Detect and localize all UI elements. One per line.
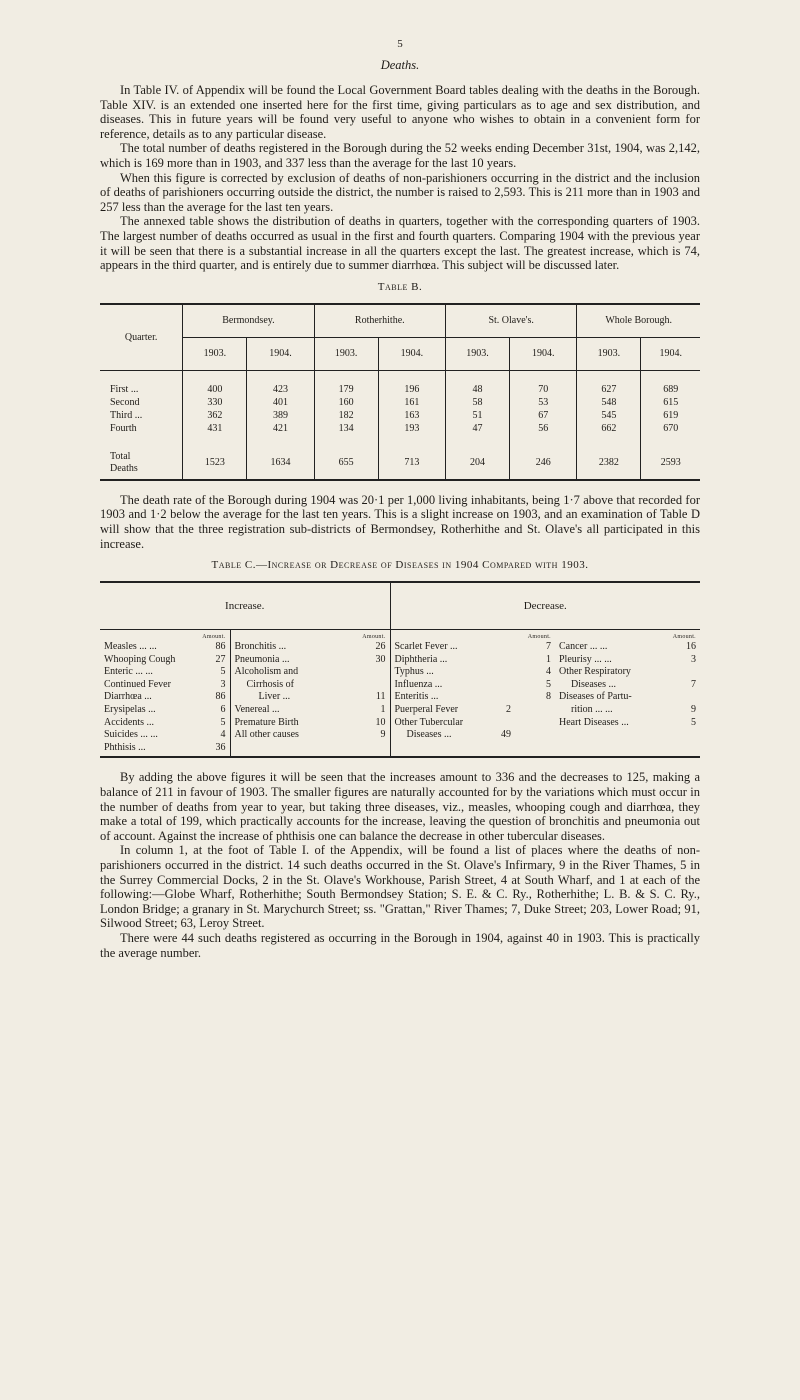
year-header: 1903. — [314, 337, 378, 370]
page-number: 5 — [397, 38, 403, 50]
year-header: 1903. — [183, 337, 247, 370]
list-item: Diseases ... 49 — [406, 729, 511, 741]
paragraph: The total number of deaths registered in the Borough during the 52 weeks ending December 31st, 1904, was 2,142, which is 169 more than in 1903, and 337 less than the average for the last 10 years. — [100, 141, 700, 170]
total-label: Total Deaths — [100, 447, 183, 480]
list-item: Influenza ... 5 — [394, 678, 551, 690]
table-b — [100, 303, 700, 481]
decrease-column-1: Amount. Scarlet Fever ... 7 Diphtheria ... 1 Typhus ... 4 Influenza ... 5 Enteritis ... 8 Puerperal Fever 2 Other Tubercular Diseases ... 49 — [390, 630, 555, 758]
list-item: Puerperal Fever 2 — [394, 704, 511, 716]
list-item: Erysipelas ... 6 — [104, 704, 226, 716]
list-item: Venereal ... 1 — [234, 704, 386, 716]
list-item: Suicides ... ... 4 — [104, 729, 226, 741]
list-item: Pleurisy ... ... 3 — [559, 653, 696, 665]
list-item: Heart Diseases ... 5 — [559, 716, 696, 728]
table-c-title: Table C.—Increase or Decrease of Diseases in 1904 Compared with 1903. — [211, 559, 589, 572]
paragraph: There were 44 such deaths registered as occurring in the Borough in 1904, against 40 in 1903. This is practically the average number. — [100, 930, 700, 960]
list-item: Accidents ... 5 — [104, 716, 226, 728]
list-item: Enteritis ... 8 — [394, 691, 551, 703]
list-item: Whooping Cough 27 — [104, 653, 226, 665]
paragraph: In Table IV. of Appendix will be found the Local Government Board tables dealing with the deaths in the Borough. Table XIV. is an extended one inserted here for the first time, giving particulars as to age and sex distribution, and diseases. This in future years will be found very useful to anyone who wishes to obtain in a convenient form for reference, details as to any particular disease. — [100, 83, 700, 141]
table-c — [100, 581, 700, 758]
list-item: Bronchitis ... 26 — [234, 641, 386, 653]
list-item: Diseases ... 7 — [571, 678, 696, 690]
table-row: Third ... 362 389 182 163 51 67 545 619 — [100, 409, 700, 422]
group-header: Rotherhithe. — [314, 304, 445, 338]
list-item: Measles ... ... 86 — [104, 641, 226, 653]
list-item: All other causes 9 — [234, 729, 386, 741]
year-header: 1904. — [378, 337, 445, 370]
paragraph: In column 1, at the foot of Table I. of the Appendix, will be found a list of places where the deaths of non-parishioners occurred in the district. 14 such deaths occurred in the St. Olave's Infirmary, 9 in the River Thames, 5 in the Surrey Commercial Docks, 2 in the St. Olave's Workhouse, Parish Street, 4 at South Wharf, and 1 at each of the following:—Globe Wharf, Rotherhithe; South Bermondsey Station; S. E. & C. Ry., Rotherhithe; L. B. & S. C. Ry., London Bridge; a granary in St. Marychurch Street; ss. "Grattan," River Thames; 7, Duke Street; 203, Lower Road; 91, Silwood Street; 63, Leroy Street. — [100, 843, 700, 931]
list-item: Alcoholism and — [234, 666, 299, 678]
list-item: Continued Fever 3 — [104, 678, 226, 690]
year-header: 1904. — [510, 337, 577, 370]
paragraph: When this figure is corrected by exclusion of deaths of non-parishioners occurring in the district and the inclusion of deaths of parishioners occurring outside the district, the number is raised to 2,593. This is 211 more than in 1903 and 257 less than the average for the last ten years. — [100, 170, 700, 214]
year-header: 1904. — [247, 337, 314, 370]
list-item: Pneumonia ... 30 — [234, 653, 386, 665]
increase-column-2: Amount. Bronchitis ... 26 Pneumonia ... 30 Alcoholism and Cirrhosis of Liver ... 11 Venereal ... 1 Premature Birth 10 All other causes 9 — [230, 630, 390, 758]
year-header: 1903. — [445, 337, 509, 370]
list-item: Cancer ... ... 16 — [559, 641, 696, 653]
paragraph: By adding the above figures it will be seen that the increases amount to 336 and the decreases to 125, making a balance of 211 in favour of 1903. The smaller figures are naturally accounted for by the variations which must occur in the number of deaths from year to year, but taking three diseases, viz., measles, whooping cough and diarrhœa, they make a total of 199, which practically accounts for the increase, leaving the question of bronchitis and pneumonia out of account. Against the increase of phthisis one can balance the decrease in other tubercular diseases. — [100, 770, 700, 843]
year-header: 1903. — [577, 337, 641, 370]
increase-header: Increase. — [100, 582, 390, 630]
list-item: Liver ... 11 — [258, 691, 386, 703]
list-item: Other Tubercular — [394, 716, 464, 728]
paragraph: The annexed table shows the distribution of deaths in quarters, together with the corresponding quarters of 1903. The largest number of deaths occurred as usual in the first and fourth quarters. Comparing 1904 with the previous year it will be seen that there is a substantial increase in all the quarters except the last. The greatest increase, which is 74, appears in the third quarter, and is entirely due to summer diarrhœa. This subject will be discussed later. — [100, 214, 700, 273]
table-row: First ... 400 423 179 196 48 70 627 689 — [100, 383, 700, 396]
list-item: Phthisis ... 36 — [104, 741, 226, 753]
table-row: Second 330 401 160 161 58 53 548 615 — [100, 396, 700, 409]
list-item: Scarlet Fever ... 7 — [394, 641, 551, 653]
table-b-title: Table B. — [377, 280, 423, 293]
decrease-column-2: Amount. Cancer ... ... 16 Pleurisy ... ... 3 Other Respiratory Diseases ... 7 Diseases of Partu- rition ... ... 9 Heart Diseases ... 5 — [555, 630, 700, 758]
quarter-header: Quarter. — [100, 304, 183, 371]
list-item: Cirrhosis of — [246, 678, 294, 690]
table-row: Fourth 431 421 134 193 47 56 662 670 — [100, 422, 700, 435]
list-item: Diarrhœa ... 86 — [104, 691, 226, 703]
paragraph: The death rate of the Borough during 1904 was 20·1 per 1,000 living inhabitants, being 1·7 above that recorded for 1903 and 1·2 below the average for the last ten years. This is a slight increase on 1903, and an examination of Table D will show that the three registration sub-districts of Bermondsey, Rotherhithe and St. Olave's all participated in this increase. — [100, 492, 700, 551]
group-header: Whole Borough. — [577, 304, 700, 338]
document-page — [100, 38, 700, 960]
list-item: Premature Birth 10 — [234, 716, 386, 728]
list-item: Typhus ... 4 — [394, 666, 551, 678]
totals-row: Total Deaths 1523 1634 655 713 204 246 2382 2593 — [100, 447, 700, 480]
list-item: Diphtheria ... 1 — [394, 653, 551, 665]
group-header: St. Olave's. — [445, 304, 576, 338]
increase-column-1: Amount. Measles ... ... 86 Whooping Cough 27 Enteric ... ... 5 Continued Fever 3 Diarrhœa ... 86 Erysipelas ... 6 Accidents ... 5 Suicides ... ... 4 Phthisis ... 36 — [100, 630, 230, 758]
section-heading: Deaths. — [380, 58, 420, 72]
group-header: Bermondsey. — [183, 304, 314, 338]
list-item: Other Respiratory — [559, 666, 631, 678]
decrease-header: Decrease. — [390, 582, 700, 630]
list-item: rition ... ... 9 — [571, 704, 696, 716]
list-item: Enteric ... ... 5 — [104, 666, 226, 678]
year-header: 1904. — [641, 337, 700, 370]
list-item: Diseases of Partu- — [559, 691, 632, 703]
